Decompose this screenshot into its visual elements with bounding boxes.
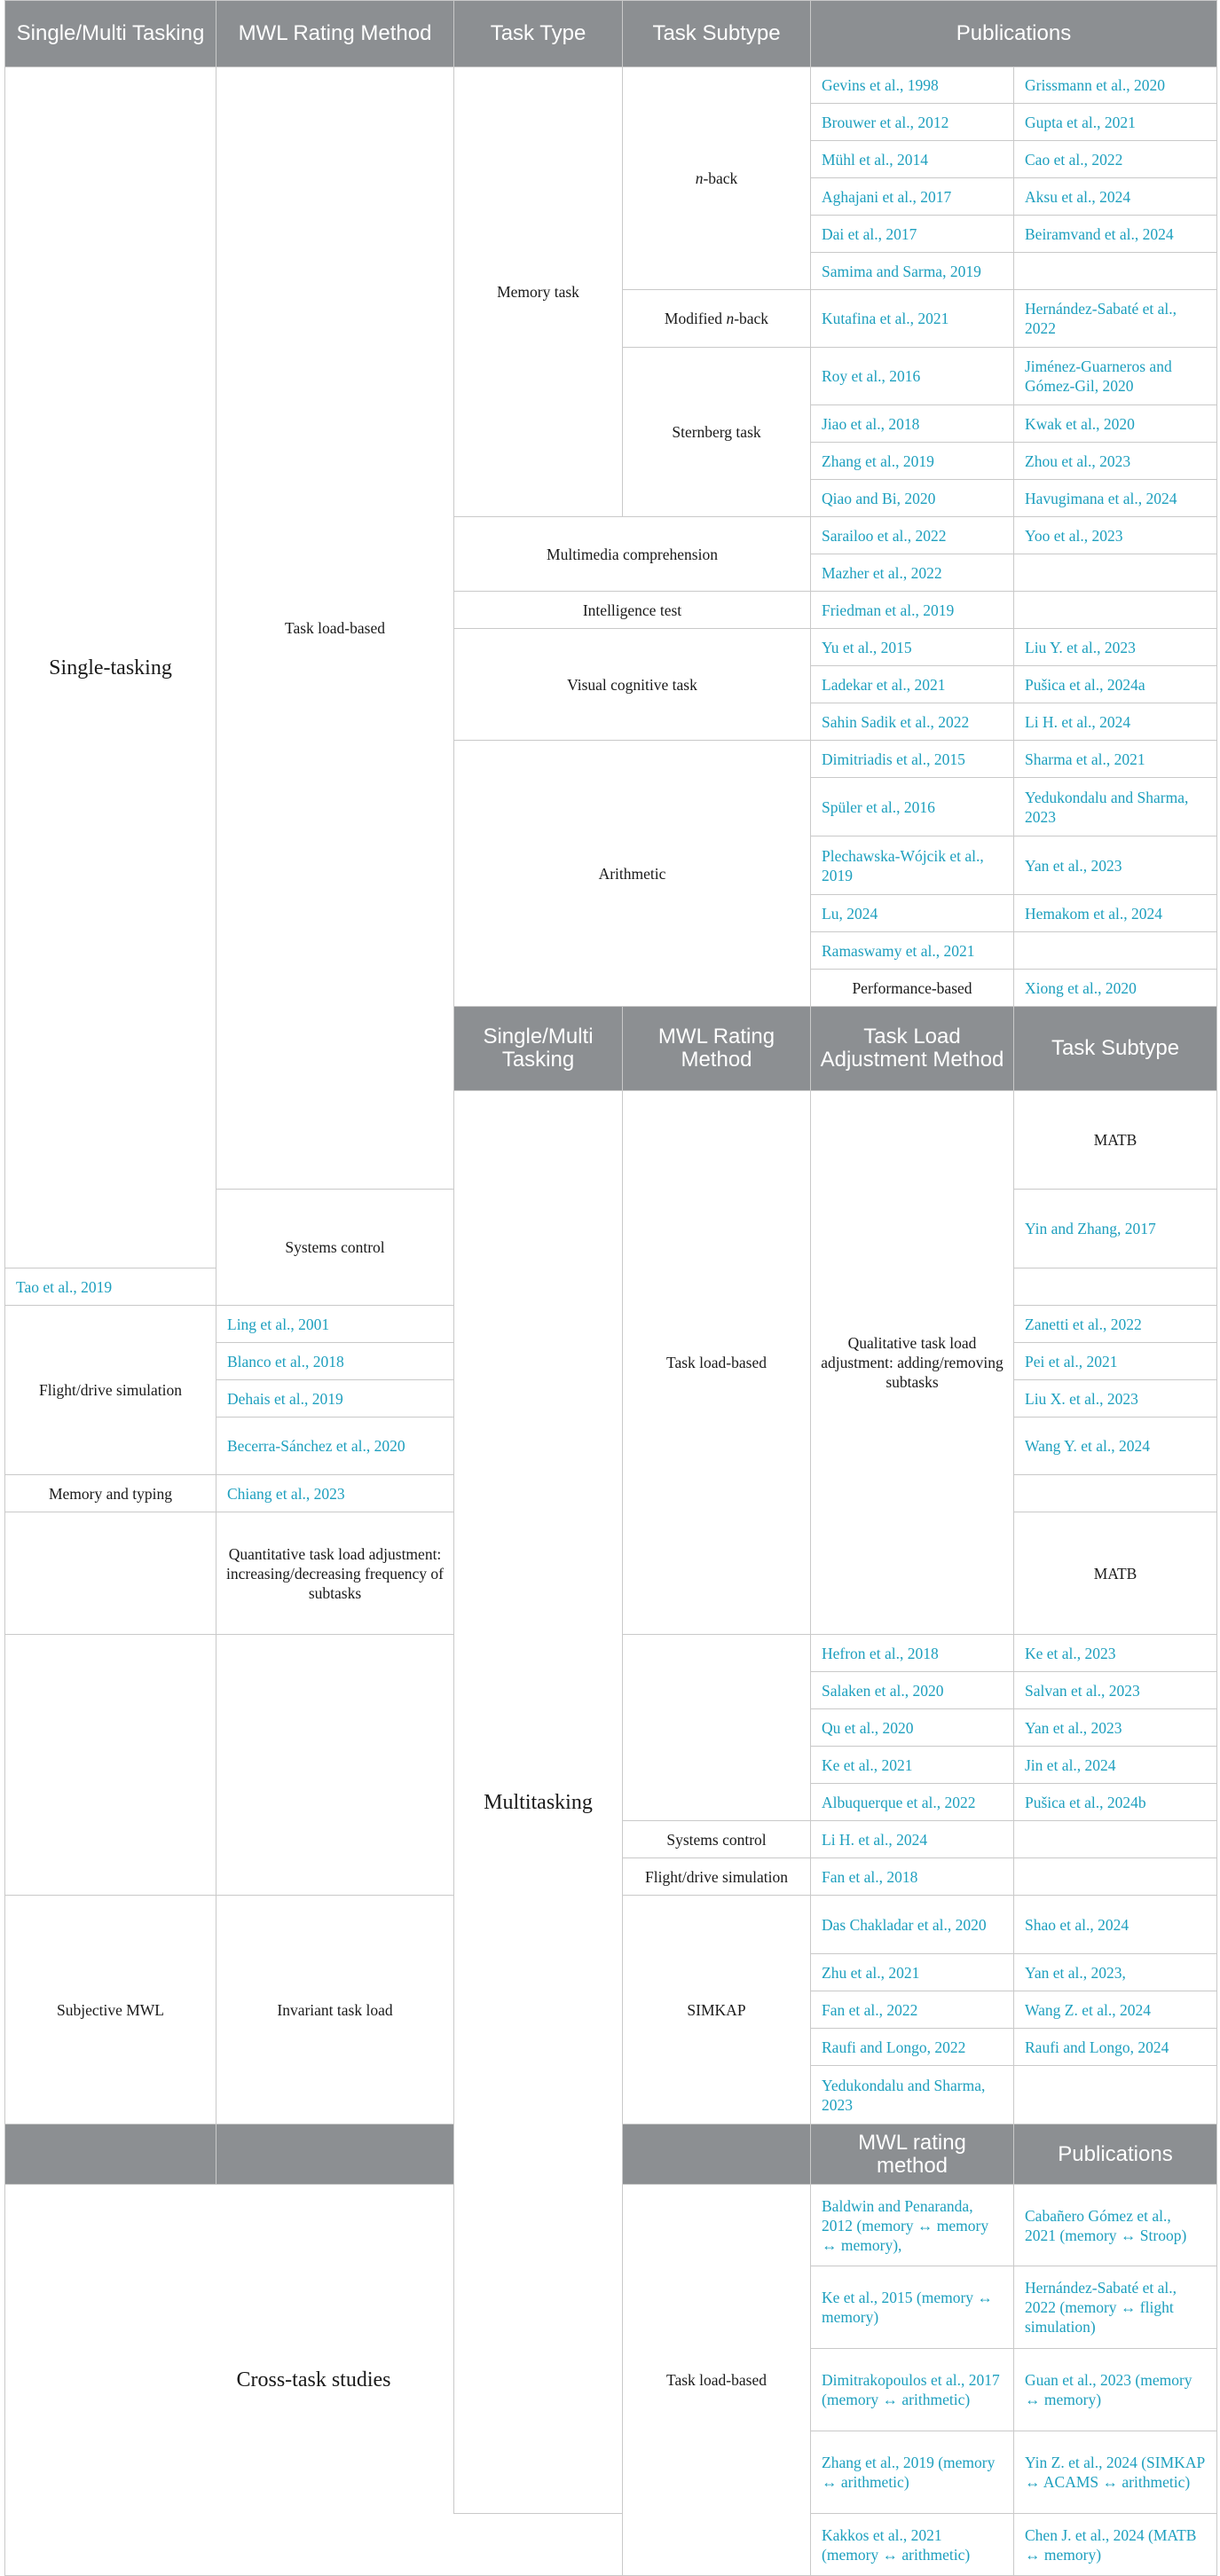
rating-method-blank bbox=[5, 1512, 216, 1635]
publication-cell bbox=[1014, 1858, 1217, 1896]
publication-cell: Zanetti et al., 2022 bbox=[1014, 1306, 1217, 1343]
publication-cell: Chiang et al., 2023 bbox=[216, 1475, 454, 1512]
publication-cell: Salvan et al., 2023 bbox=[1014, 1672, 1217, 1709]
publication-cell: Sharma et al., 2021 bbox=[1014, 741, 1217, 778]
publication-cell bbox=[1014, 932, 1217, 970]
task-type-visual: Visual cognitive task bbox=[454, 629, 811, 741]
publication-cell: Zhang et al., 2019 bbox=[811, 443, 1014, 480]
n-letter: n bbox=[726, 310, 735, 327]
publication-cell: Wang Z. et al., 2024 bbox=[1014, 1991, 1217, 2029]
publication-cell: Li H. et al., 2024 bbox=[1014, 703, 1217, 741]
rating-method-performance: Performance-based bbox=[811, 970, 1014, 1007]
adjustment-invariant: Invariant task load bbox=[216, 1896, 454, 2124]
publication-cell: Kakkos et al., 2021 (memory ↔ arithmetic) bbox=[811, 2514, 1014, 2576]
task-type-memory: Memory task bbox=[454, 67, 623, 517]
publication-cell: Roy et al., 2016 bbox=[811, 348, 1014, 405]
publication-cell: Mühl et al., 2014 bbox=[811, 141, 1014, 178]
publication-cell: Fan et al., 2018 bbox=[811, 1858, 1014, 1896]
header-cell: MWL rating method bbox=[811, 2124, 1014, 2185]
publication-cell: Jiao et al., 2018 bbox=[811, 405, 1014, 443]
publication-cell: Fan et al., 2022 bbox=[811, 1991, 1014, 2029]
publication-cell: Pušica et al., 2024b bbox=[1014, 1784, 1217, 1821]
publication-cell bbox=[1014, 554, 1217, 592]
publication-cell: Das Chakladar et al., 2020 bbox=[811, 1896, 1014, 1954]
rating-method-taskload: Task load-based bbox=[216, 67, 454, 1190]
rating-method-taskload: Task load-based bbox=[623, 1091, 811, 1635]
publication-cell: Kutafina et al., 2021 bbox=[811, 290, 1014, 348]
publication-cell: Ladekar et al., 2021 bbox=[811, 666, 1014, 703]
header-cell: Publications bbox=[811, 1, 1217, 67]
adjustment-blank bbox=[216, 1635, 454, 1896]
publication-cell: Cabañero Gómez et al., 2021 (memory ↔ Stroop) bbox=[1014, 2185, 1217, 2266]
publication-cell: Ling et al., 2001 bbox=[216, 1306, 454, 1343]
publication-cell: Friedman et al., 2019 bbox=[811, 592, 1014, 629]
publication-cell bbox=[1014, 1821, 1217, 1858]
publication-cell: Dimitriadis et al., 2015 bbox=[811, 741, 1014, 778]
publication-cell: Pušica et al., 2024a bbox=[1014, 666, 1217, 703]
publication-cell: Yedukondalu and Sharma, 2023 bbox=[811, 2066, 1014, 2124]
header-cell bbox=[216, 2124, 454, 2185]
publication-cell: Raufi and Longo, 2022 bbox=[811, 2029, 1014, 2066]
publication-cell: Pei et al., 2021 bbox=[1014, 1343, 1217, 1380]
publication-cell: Jin et al., 2024 bbox=[1014, 1747, 1217, 1784]
publication-cell: Gupta et al., 2021 bbox=[1014, 104, 1217, 141]
rating-method-taskload: Task load-based bbox=[623, 2185, 811, 2576]
cross-task-label: Cross-task studies bbox=[5, 2185, 623, 2576]
header-cell: Single/Multi Tasking bbox=[454, 1007, 623, 1091]
publication-cell: Baldwin and Penaranda, 2012 (memory ↔ memory ↔ memory), bbox=[811, 2185, 1014, 2266]
publication-cell: Albuquerque et al., 2022 bbox=[811, 1784, 1014, 1821]
publication-cell: Yan et al., 2023 bbox=[1014, 1709, 1217, 1747]
publication-cell: Raufi and Longo, 2024 bbox=[1014, 2029, 1217, 2066]
publication-cell: Wang Y. et al., 2024 bbox=[1014, 1418, 1217, 1475]
rating-method-blank bbox=[5, 1635, 216, 1896]
publication-cell: Sarailoo et al., 2022 bbox=[811, 517, 1014, 554]
publication-cell: Yan et al., 2023 bbox=[1014, 836, 1217, 895]
publication-cell: Beiramvand et al., 2024 bbox=[1014, 216, 1217, 253]
publication-cell: Hernández-Sabaté et al., 2022 (memory ↔ flight simulation) bbox=[1014, 2266, 1217, 2349]
publication-cell: Brouwer et al., 2012 bbox=[811, 104, 1014, 141]
subtype-systems-control: Systems control bbox=[623, 1821, 811, 1858]
adjustment-quantitative: Quantitative task load adjustment: increasing/decreasing frequency of subtasks bbox=[216, 1512, 454, 1635]
publication-cell: Xiong et al., 2020 bbox=[1014, 970, 1217, 1007]
rating-method-subjective: Subjective MWL bbox=[5, 1896, 216, 2124]
publication-cell: Cao et al., 2022 bbox=[1014, 141, 1217, 178]
publication-cell: Liu X. et al., 2023 bbox=[1014, 1380, 1217, 1418]
publication-cell: Yu et al., 2015 bbox=[811, 629, 1014, 666]
publication-cell bbox=[1014, 592, 1217, 629]
publication-cell: Guan et al., 2023 (memory ↔ memory) bbox=[1014, 2349, 1217, 2431]
subtype-nback: n-back bbox=[623, 67, 811, 290]
publication-cell: Gevins et al., 1998 bbox=[811, 67, 1014, 104]
header-cell bbox=[5, 2124, 216, 2185]
publication-cell: Blanco et al., 2018 bbox=[216, 1343, 454, 1380]
header-cell: MWL Rating Method bbox=[623, 1007, 811, 1091]
publication-cell: Ke et al., 2021 bbox=[811, 1747, 1014, 1784]
publication-cell: Spüler et al., 2016 bbox=[811, 778, 1014, 836]
publication-cell: Havugimana et al., 2024 bbox=[1014, 480, 1217, 517]
publication-cell: Ke et al., 2015 (memory ↔ memory) bbox=[811, 2266, 1014, 2349]
publication-cell: Ramaswamy et al., 2021 bbox=[811, 932, 1014, 970]
subtype-memory-typing: Memory and typing bbox=[5, 1475, 216, 1512]
publications-table bbox=[4, 0, 1217, 2576]
publication-cell: Yoo et al., 2023 bbox=[1014, 517, 1217, 554]
publication-cell: Dai et al., 2017 bbox=[811, 216, 1014, 253]
task-type-intelligence: Intelligence test bbox=[454, 592, 811, 629]
n-letter: n bbox=[695, 169, 704, 187]
publication-cell bbox=[1014, 1475, 1217, 1512]
header-cell: Task Type bbox=[454, 1, 623, 67]
publication-cell: Grissmann et al., 2020 bbox=[1014, 67, 1217, 104]
publication-cell: Becerra-Sánchez et al., 2020 bbox=[216, 1418, 454, 1475]
publication-cell bbox=[1014, 2066, 1217, 2124]
header-cell: Publications bbox=[1014, 2124, 1217, 2185]
task-type-multimedia: Multimedia comprehension bbox=[454, 517, 811, 592]
header-cell: Single/Multi Tasking bbox=[5, 1, 216, 67]
publication-cell bbox=[1014, 253, 1217, 290]
subtype-flight-simulation: Flight/drive simulation bbox=[623, 1858, 811, 1896]
publication-cell: Sahin Sadik et al., 2022 bbox=[811, 703, 1014, 741]
publication-cell: Qu et al., 2020 bbox=[811, 1709, 1014, 1747]
publication-cell: Plechawska-Wójcik et al., 2019 bbox=[811, 836, 1014, 895]
publication-cell: Dimitrakopoulos et al., 2017 (memory ↔ arithmetic) bbox=[811, 2349, 1014, 2431]
publication-cell: Mazher et al., 2022 bbox=[811, 554, 1014, 592]
publication-cell bbox=[1014, 1268, 1217, 1306]
publication-cell: Chen J. et al., 2024 (MATB ↔ memory) bbox=[1014, 2514, 1217, 2576]
publication-cell: Hernández-Sabaté et al., 2022 bbox=[1014, 290, 1217, 348]
single-tasking-label: Single-tasking bbox=[5, 67, 216, 1268]
subtype-sternberg: Sternberg task bbox=[623, 348, 811, 517]
subtype-flight-simulation: Flight/drive simulation bbox=[5, 1306, 216, 1475]
adjustment-qualitative: Qualitative task load adjustment: adding/removing subtasks bbox=[811, 1091, 1014, 1635]
subtype-simkap: SIMKAP bbox=[623, 1896, 811, 2124]
publication-cell: Zhu et al., 2021 bbox=[811, 1954, 1014, 1991]
publication-cell: Li H. et al., 2024 bbox=[811, 1821, 1014, 1858]
subtype-blank bbox=[623, 1635, 811, 1821]
header-cell: Task Subtype bbox=[623, 1, 811, 67]
header-cell bbox=[623, 2124, 811, 2185]
publication-cell: Hemakom et al., 2024 bbox=[1014, 895, 1217, 932]
publication-cell: Zhang et al., 2019 (memory ↔ arithmetic) bbox=[811, 2431, 1014, 2514]
publication-cell: Yin Z. et al., 2024 (SIMKAP ↔ ACAMS ↔ arithmetic) bbox=[1014, 2431, 1217, 2514]
publication-cell: Yan et al., 2023, bbox=[1014, 1954, 1217, 1991]
header-cell: MWL Rating Method bbox=[216, 1, 454, 67]
publication-cell: Hefron et al., 2018 bbox=[811, 1635, 1014, 1672]
publication-cell: Lu, 2024 bbox=[811, 895, 1014, 932]
header-cell: Task Subtype bbox=[1014, 1007, 1217, 1091]
publication-cell: Shao et al., 2024 bbox=[1014, 1896, 1217, 1954]
publication-cell: Zhou et al., 2023 bbox=[1014, 443, 1217, 480]
publication-cell: Aksu et al., 2024 bbox=[1014, 178, 1217, 216]
subtype-matb: MATB bbox=[1014, 1512, 1217, 1635]
publication-cell: Kwak et al., 2020 bbox=[1014, 405, 1217, 443]
publication-cell: Tao et al., 2019 bbox=[5, 1268, 216, 1306]
publication-cell: Liu Y. et al., 2023 bbox=[1014, 629, 1217, 666]
publication-cell: Qiao and Bi, 2020 bbox=[811, 480, 1014, 517]
publication-cell: Yedukondalu and Sharma, 2023 bbox=[1014, 778, 1217, 836]
multitasking-label: Multitasking bbox=[454, 1091, 623, 2514]
publication-cell: Aghajani et al., 2017 bbox=[811, 178, 1014, 216]
publication-cell: Dehais et al., 2019 bbox=[216, 1380, 454, 1418]
publication-cell: Jiménez-Guarneros and Gómez-Gil, 2020 bbox=[1014, 348, 1217, 405]
subtype-systems-control: Systems control bbox=[216, 1190, 454, 1306]
subtype-modified-nback: Modified n-back bbox=[623, 290, 811, 348]
subtype-matb: MATB bbox=[1014, 1091, 1217, 1190]
publication-cell: Salaken et al., 2020 bbox=[811, 1672, 1014, 1709]
publication-cell: Yin and Zhang, 2017 bbox=[1014, 1190, 1217, 1268]
task-type-arithmetic: Arithmetic bbox=[454, 741, 811, 1007]
publication-cell: Ke et al., 2023 bbox=[1014, 1635, 1217, 1672]
publication-cell: Samima and Sarma, 2019 bbox=[811, 253, 1014, 290]
header-cell: Task Load Adjustment Method bbox=[811, 1007, 1014, 1091]
